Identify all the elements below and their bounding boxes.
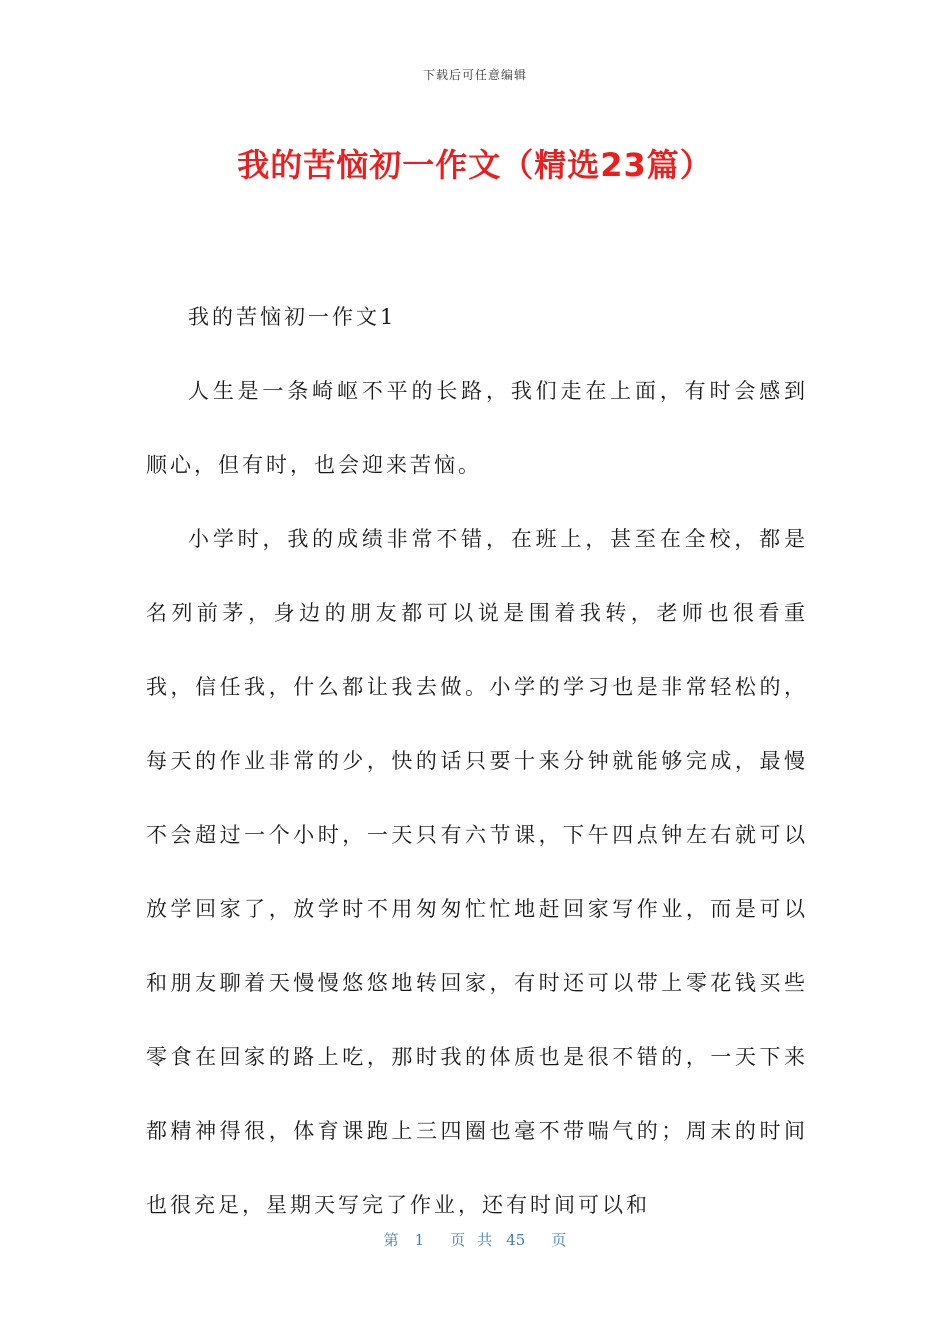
footer-suffix: 页 [551,1231,567,1249]
footer-total-label: 共 [477,1231,493,1249]
page-footer [0,1229,950,1250]
paragraph: 小学时，我的成绩非常不错，在班上，甚至在全校，都是名列前茅，身边的朋友都可以说是围着我转，老师也很看重我，信任我，什么都让我去做。小学的学习也是非常轻松的，每天的作业非常的少，快的话只要十来分钟就能够完成，最慢不会超过一个小时，一天只有六节课，下午四点钟左右就可以放学回家了，放学时不用匆匆忙忙地赶回家写作业，而是可以和朋友聊着天慢慢悠悠地转回家，有时还可以带上零花钱买些零食在回家的路上吃，那时我的体质也是很不错的，一天下来都精神得很，体育课跑上三四圈也毫不带喘气的；周末的时间也很充足，星期天写完了作业，还有时间可以和 [146,527,808,1217]
document-body [146,280,808,1242]
section-heading: 我的苦恼初一作文1 [188,305,397,329]
footer-middle: 页 [450,1231,466,1249]
paragraph: 人生是一条崎岖不平的长路，我们走在上面，有时会感到顺心，但有时，也会迎来苦恼。 [146,379,808,477]
footer-current-page: 1 [414,1231,425,1249]
header-note: 下载后可任意编辑 [422,68,527,82]
document-title: 我的苦恼初一作文（精选23篇） [237,146,713,184]
footer-prefix: 第 [383,1231,399,1249]
footer-total-pages: 45 [506,1231,526,1249]
